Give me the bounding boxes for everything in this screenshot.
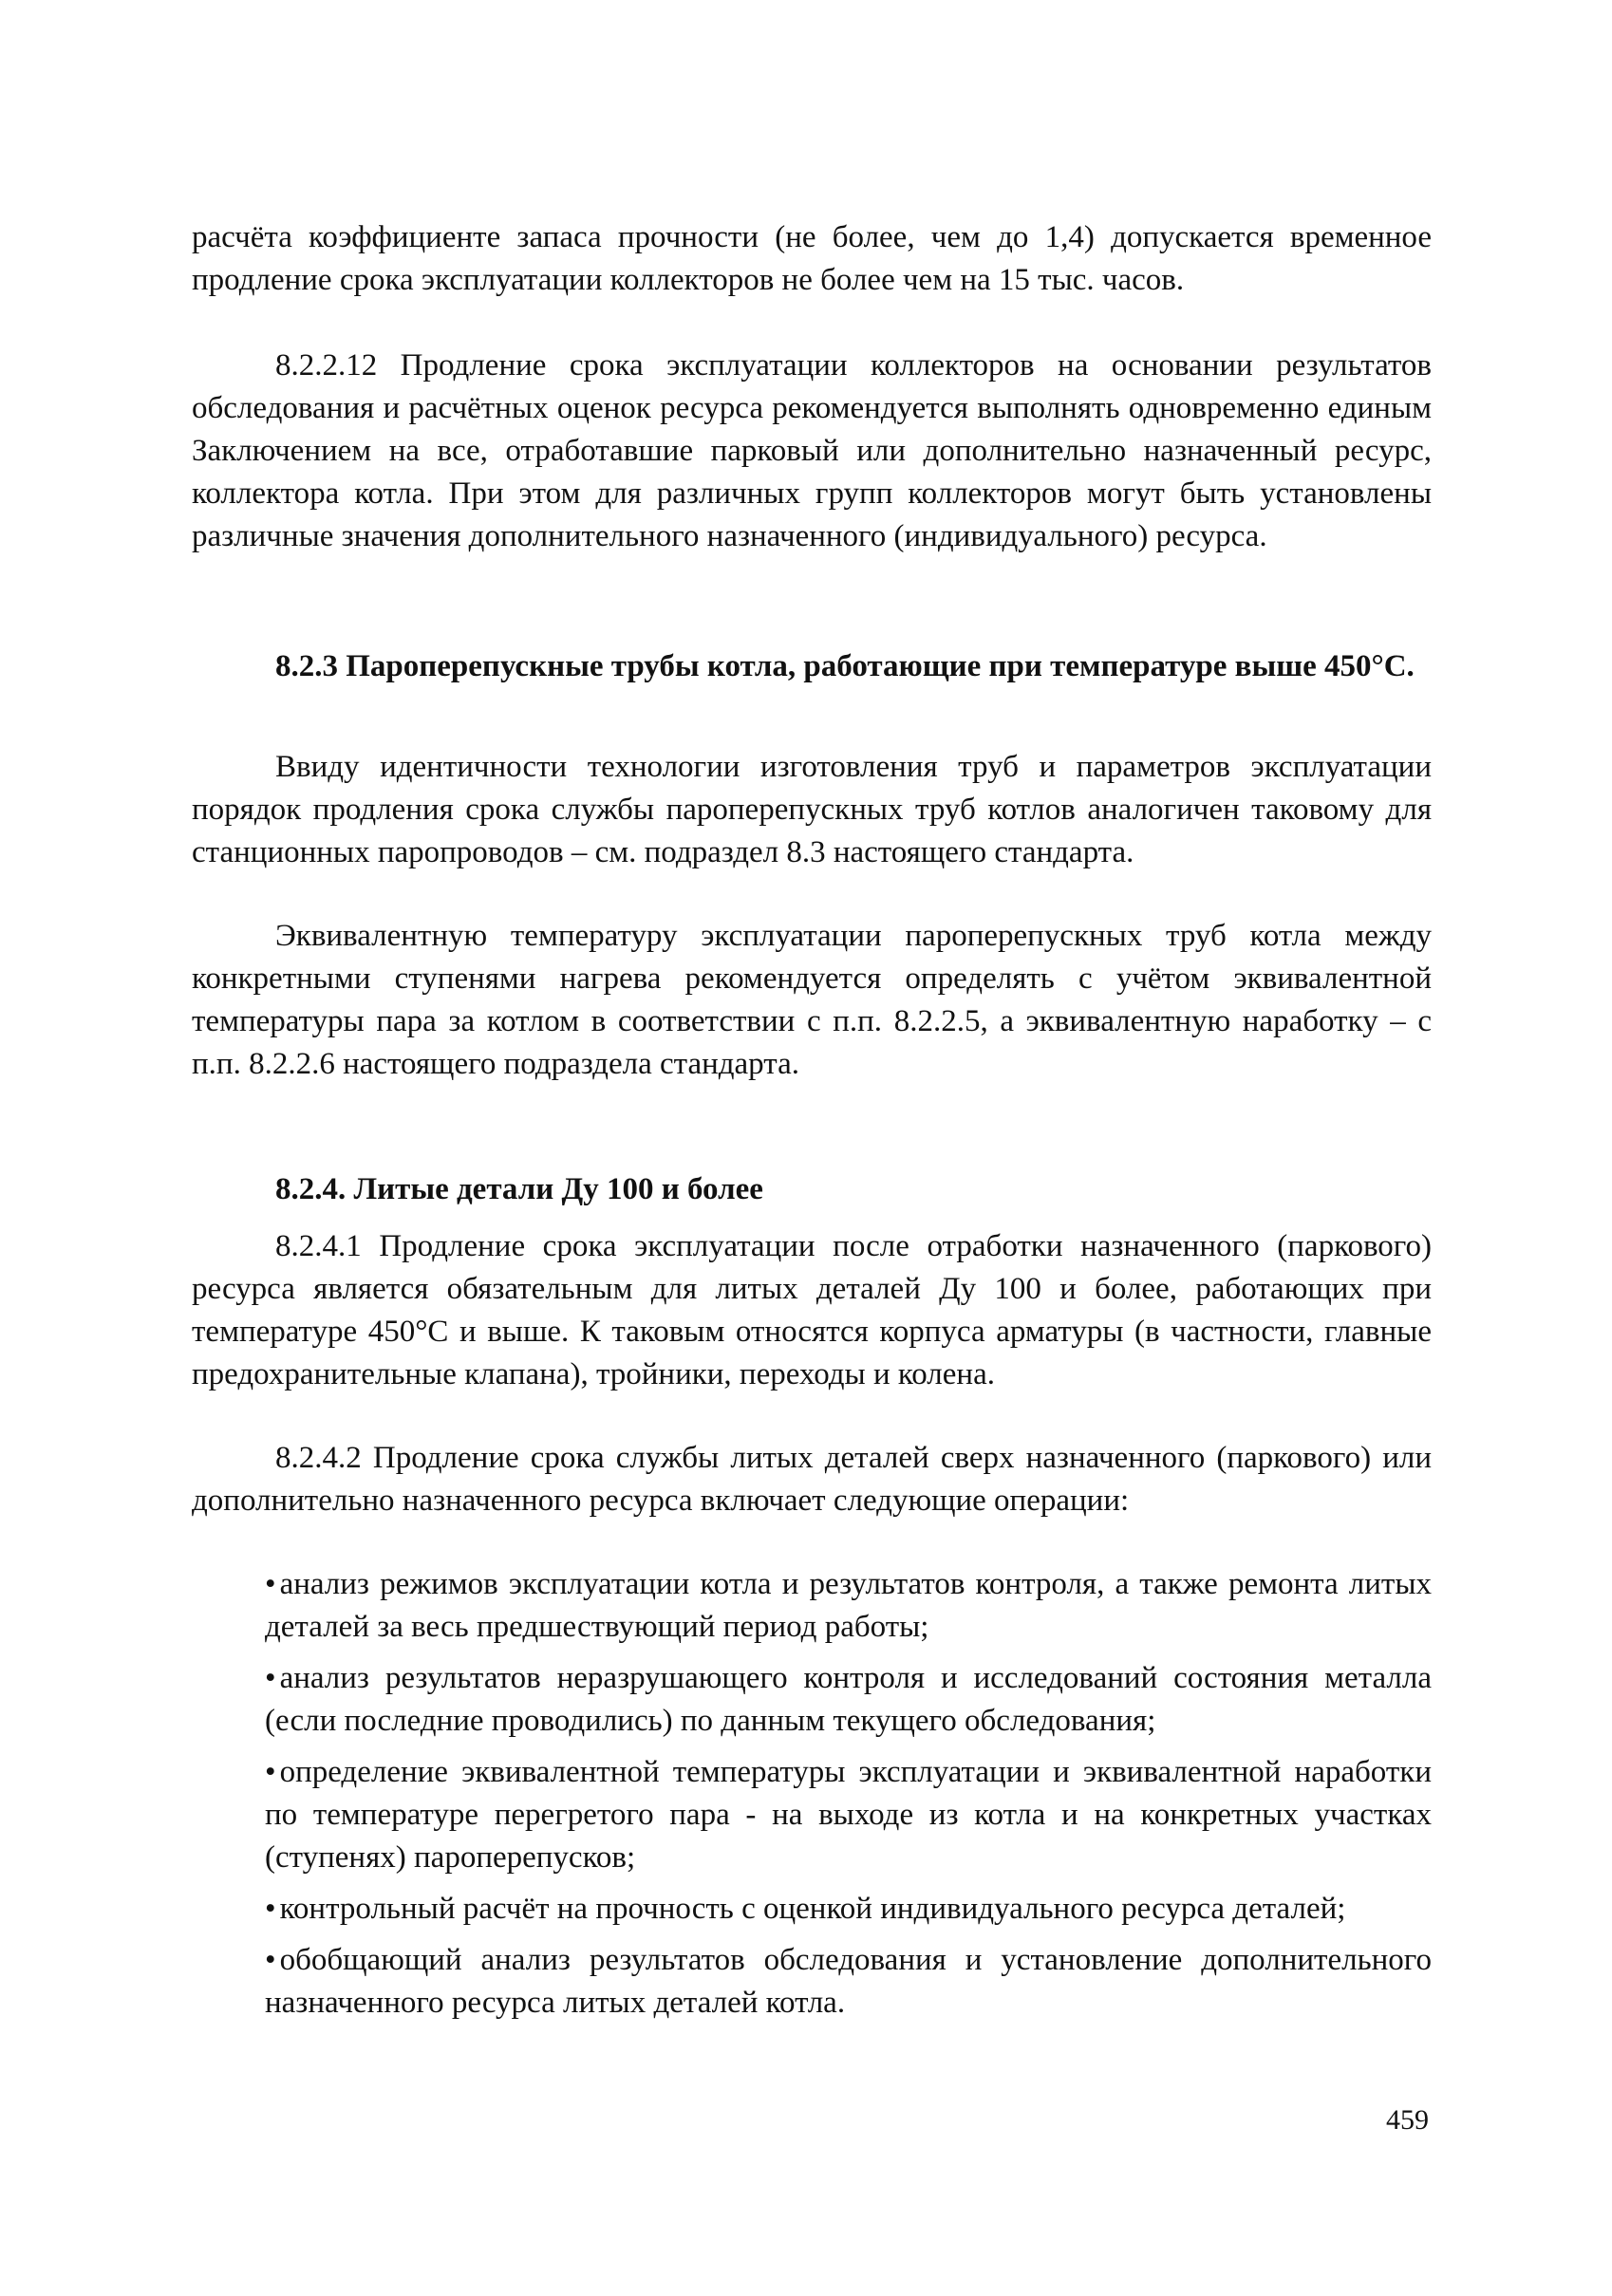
- bullet-icon: •: [265, 1661, 276, 1695]
- list-item-text: анализ режимов эксплуатации котла и результатов контроля, а также ремонта литых деталей за весь предшествующий период работы;: [265, 1567, 1432, 1644]
- page-number: 459: [1386, 2104, 1429, 2136]
- bullet-icon: •: [265, 1755, 276, 1789]
- paragraph-8-2-4-1: 8.2.4.1 Продление срока эксплуатации после отработки назначенного (паркового) ресурса является обязательным для литых деталей Ду 100 и более, работающих при температуре 450°С и выше. К таковым относятся корпуса арматуры (в частности, главные предохранительные клапана), тройники, переходы и колена.: [192, 1229, 1432, 1391]
- paragraph-continuation: расчёта коэффициенте запаса прочности (не более, чем до 1,4) допускается временное продление срока эксплуатации коллекторов не более чем на 15 тыс. часов.: [192, 220, 1432, 297]
- paragraph-8-2-4-2: 8.2.4.2 Продление срока службы литых деталей сверх назначенного (паркового) или дополнительно назначенного ресурса включает следующие операции:: [192, 1441, 1432, 1518]
- list-item-text: определение эквивалентной температуры эксплуатации и эквивалентной наработки по температуре перегретого пара - на выходе из котла и на конкретных участках (ступенях) пароперепусков;: [265, 1755, 1432, 1875]
- list-item-text: анализ результатов неразрушающего контроля и исследований состояния металла (если последние проводились) по данным текущего обследования;: [265, 1661, 1432, 1738]
- section-heading-8-2-3: 8.2.3 Пароперепускные трубы котла, работающие при температуре выше 450°С.: [275, 649, 1415, 683]
- bullet-icon: •: [265, 1567, 276, 1601]
- list-item: [265, 1888, 1432, 1931]
- list-item: [265, 1939, 1432, 2025]
- paragraph-steam-pipes: Ввиду идентичности технологии изготовления труб и параметров эксплуатации порядок продления срока службы пароперепускных труб котлов аналогичен таковому для станционных паропроводов – см. подраздел 8.3 настоящего стандарта.: [192, 750, 1432, 869]
- list-item-text: контрольный расчёт на прочность с оценкой индивидуального ресурса деталей;: [279, 1892, 1346, 1926]
- paragraph-8-2-2-12: 8.2.2.12 Продление срока эксплуатации коллекторов на основании результатов обследования и расчётных оценок ресурса рекомендуется выполнять одновременно единым Заключением на все, отработавшие парковый или дополнительно назначенный ресурс, коллектора котла. При этом для различных групп коллекторов могут быть установлены различные значения дополнительного назначенного (индивидуального) ресурса.: [192, 348, 1432, 553]
- list-item-text: обобщающий анализ результатов обследования и установление дополнительного назначенного ресурса литых деталей котла.: [265, 1943, 1432, 2020]
- paragraph-equivalent-temperature: Эквивалентную температуру эксплуатации пароперепускных труб котла между конкретными ступенями нагрева рекомендуется определять с учётом эквивалентной температуры пара за котлом в соответствии с п.п. 8.2.2.5, а эквивалентную наработку – с п.п. 8.2.2.6 настоящего подраздела стандарта.: [192, 919, 1432, 1081]
- bullet-icon: •: [265, 1892, 276, 1926]
- list-item: [265, 1751, 1432, 1879]
- list-item: [265, 1563, 1432, 1649]
- section-heading-8-2-4: 8.2.4. Литые детали Ду 100 и более: [275, 1172, 763, 1206]
- list-item: [265, 1657, 1432, 1743]
- operations-list: [265, 1563, 1432, 2033]
- bullet-icon: •: [265, 1943, 276, 1977]
